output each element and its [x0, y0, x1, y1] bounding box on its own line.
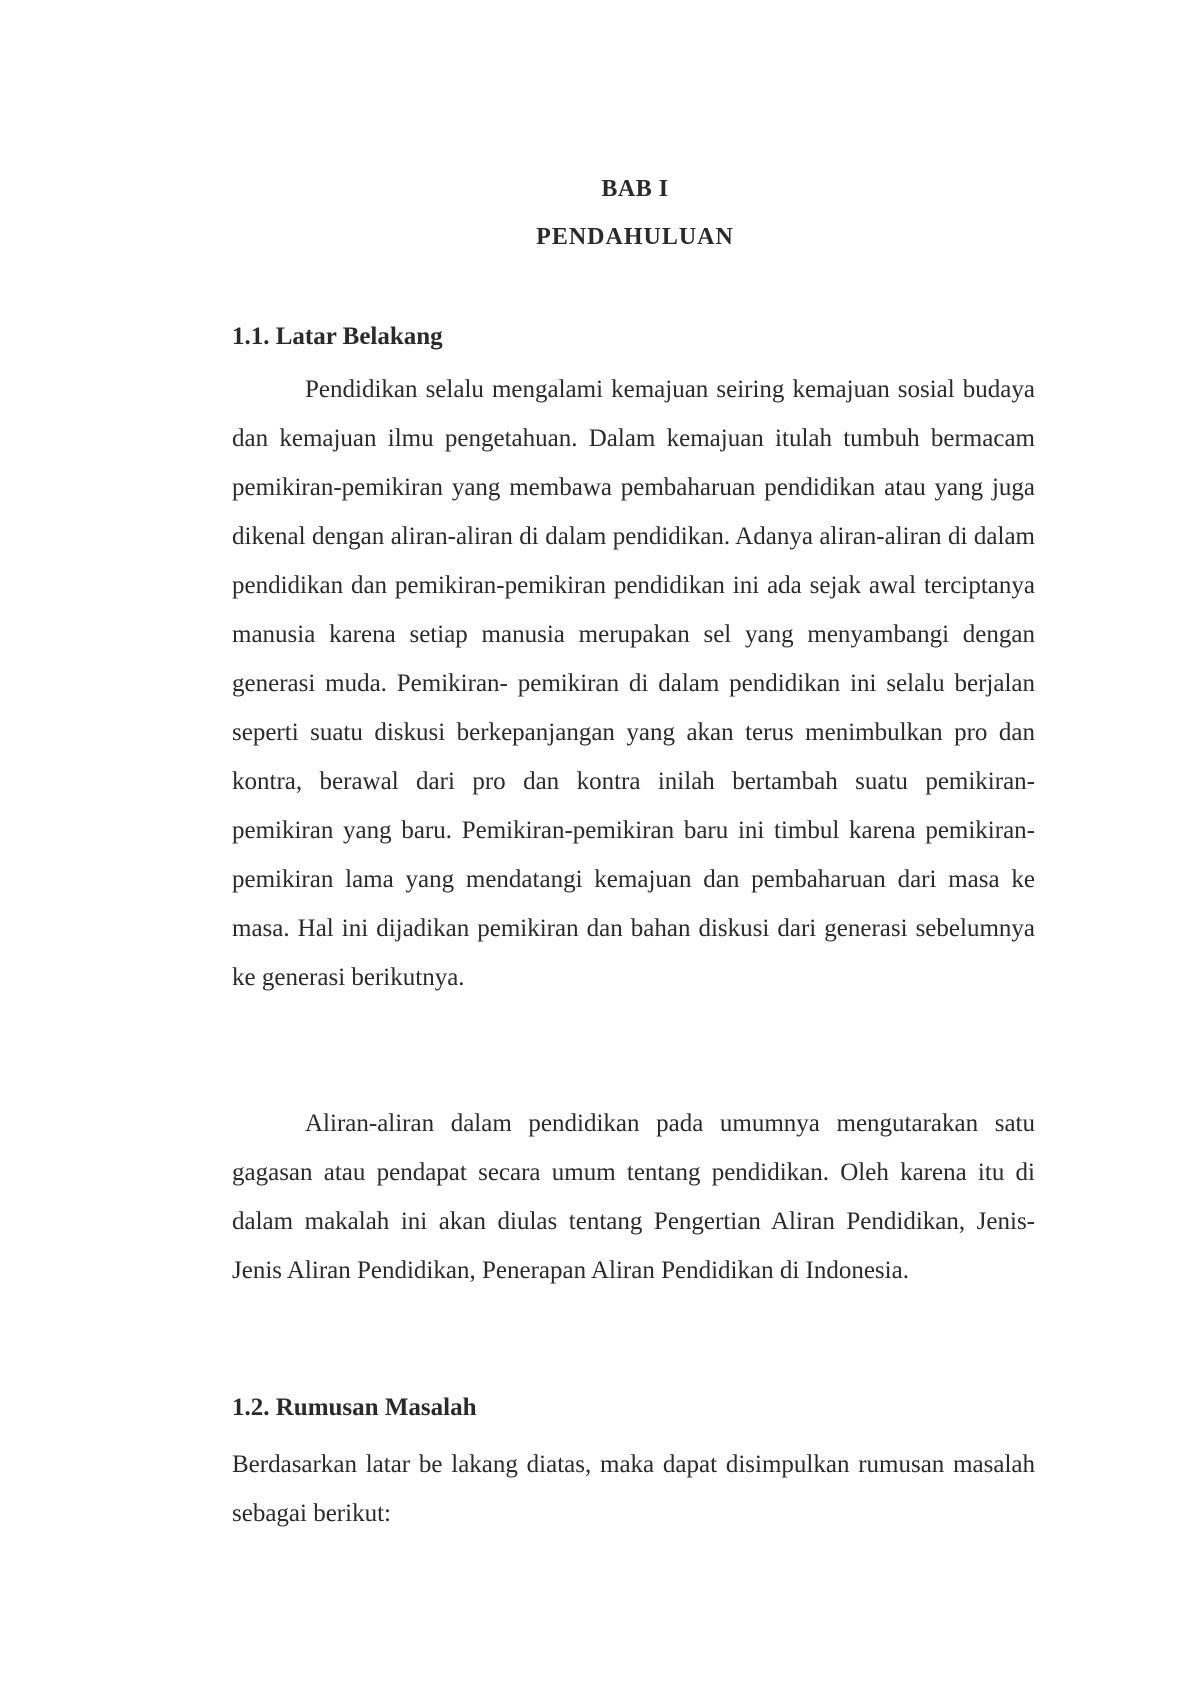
section-heading-rumusan-masalah: 1.2. Rumusan Masalah	[232, 1394, 477, 1421]
section-heading-latar-belakang: 1.1. Latar Belakang	[232, 323, 443, 350]
paragraph: Pendidikan selalu mengalami kemajuan seiring kemajuan sosial budaya dan kemajuan ilmu pengetahuan. Dalam kemajuan itulah tumbuh bermacam pemikiran-pemikiran yang membawa pembaharuan pendidikan atau yang juga dikenal dengan aliran-aliran di dalam pendidikan. Adanya aliran-aliran di dalam pendidikan dan pemikiran-pemikiran pendidikan ini ada sejak awal terciptanya manusia karena setiap manusia merupakan sel yang menyambangi dengan generasi muda. Pemikiran- pemikiran di dalam pendidikan ini selalu berjalan seperti suatu diskusi berkepanjangan yang akan terus menimbulkan pro dan kontra, berawal dari pro dan kontra inilah bertambah suatu pemikiran-pemikiran yang baru. Pemikiran-pemikiran baru ini timbul karena pemikiran-pemikiran lama yang mendatangi kemajuan dan pembaharuan dari masa ke masa. Hal ini dijadikan pemikiran dan bahan diskusi dari generasi sebelumnya ke generasi berikutnya.	[232, 376, 1035, 991]
chapter-title: PENDAHULUAN	[536, 224, 734, 250]
paragraph: Aliran-aliran dalam pendidikan pada umumnya mengutarakan satu gagasan atau pendapat secara umum tentang pendidikan. Oleh karena itu di dalam makalah ini akan diulas tentang Pengertian Aliran Pendidikan, Jenis-Jenis Aliran Pendidikan, Penerapan Aliran Pendidikan di Indonesia.	[232, 1110, 1035, 1284]
paragraph: Berdasarkan latar be lakang diatas, maka dapat disimpulkan rumusan masalah sebagai berikut:	[232, 1451, 1035, 1527]
chapter-number: BAB I	[601, 176, 669, 202]
